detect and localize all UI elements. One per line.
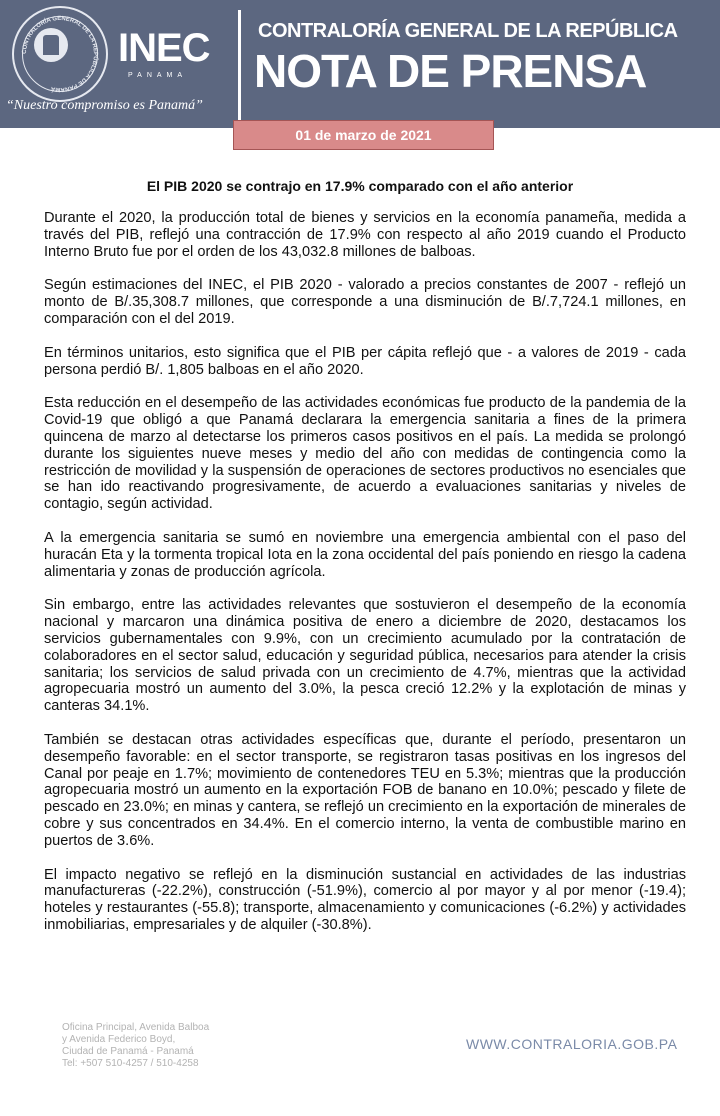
date-badge: [233, 120, 494, 150]
header-institution-title: CONTRALORÍA GENERAL DE LA REPÚBLICA: [258, 20, 678, 42]
svg-text:CONTRALORÍA GENERAL DE LA REPÚ: CONTRALORÍA GENERAL DE LA REPÚBLICA DE PANAMÁ: [21, 15, 99, 93]
paragraph: Según estimaciones del INEC, el PIB 2020 - valorado a precios constantes de 2007 - reflejó un monto de B/.35,308.7 millones, que corresponde a una disminución de B/.7,724.1 millones, en comparación con el del 2019.: [44, 277, 686, 327]
paragraph: El impacto negativo se reflejó en la disminución sustancial en actividades de las industrias manufactureras (-22.2%), construcción (-51.9%), comercio al por mayor y al por menor (-19.4); hoteles y restaurantes (-55.8); transporte, almacenamiento y comunicaciones (-6.2%) y actividades inmobiliarias, empresariales y de alquiler (-30.8%).: [44, 866, 686, 933]
footer-website-link[interactable]: WWW.CONTRALORIA.GOB.PA: [466, 1036, 678, 1052]
address-line: Oficina Principal, Avenida Balboa: [62, 1022, 210, 1033]
paragraph: Sin embargo, entre las actividades relevantes que sostuvieron el desempeño de la economía nacional y marcaron una dinámica positiva de enero a diciembre de 2020, destacamos los servicios gubernamentales con 9.9%, con un crecimiento acumulado por la contratación de colaboradores en el sector salud, educación y seguridad pública, necesarios para atender la crisis sanitaria; los servicios de salud privada con un crecimiento de 4.7%, mientras que la actividad agropecuaria mostró un aumento del 3.0%, la pesca creció 12.2% y la explotación de minas y canteras 34.1%.: [44, 597, 686, 715]
contraloria-seal-logo: [12, 6, 108, 102]
paragraph: En términos unitarios, esto significa que el PIB per cápita reflejó que - a valores de 2019 - cada persona perdió B/. 1,805 balboas en el año 2020.: [44, 344, 686, 378]
inec-logo-subtitle: PANAMA: [128, 72, 188, 79]
paragraph: Esta reducción en el desempeño de las actividades económicas fue producto de la pandemia de la Covid-19 que obligó a que Panamá declarara la emergencia sanitaria a fines de la primera quincena de marzo al detectarse los primeros casos positivos en el país. La medida se prolongó durante los siguientes nueve meses y medio del año con medidas de contingencia como la restricción de movilidad y la suspensión de operaciones de sectores productivos no esenciales que se han ido reactivando progresivamente, de acuerdo a evaluaciones sanitarias y niveles de contagio, según actividad.: [44, 395, 686, 513]
slogan: “Nuestro compromiso es Panamá”: [6, 98, 203, 113]
address-line: Tel: +507 510-4257 / 510-4258: [62, 1058, 199, 1069]
seal-emblem-icon: [34, 28, 68, 62]
address-line: Ciudad de Panamá - Panamá: [62, 1046, 194, 1057]
paragraph: Durante el 2020, la producción total de bienes y servicios en la economía panameña, medida a través del PIB, reflejó una contracción de 17.9% con respecto al año 2019 cuando el Producto Interno Bruto fue por el orden de los 43,032.8 millones de balboas.: [44, 210, 686, 260]
headline: El PIB 2020 se contrajo en 17.9% comparado con el año anterior: [146, 178, 574, 194]
footer-address: [62, 1022, 209, 1070]
inec-logo: INEC: [118, 26, 210, 70]
paragraph: A la emergencia sanitaria se sumó en noviembre una emergencia ambiental con el paso del huracán Eta y la tormenta tropical Iota en la zona occidental del país poniendo en riesgo la cadena alimentaria y zonas de producción agrícola.: [44, 529, 686, 580]
header-banner: [0, 0, 720, 128]
address-line: y Avenida Federico Boyd,: [62, 1034, 176, 1045]
header-press-release-title: NOTA DE PRENSA: [254, 45, 647, 97]
header-divider: [238, 10, 241, 120]
date-text: 01 de marzo de 2021: [295, 127, 432, 143]
paragraph: También se destacan otras actividades específicas que, durante el período, presentaron un desempeño favorable: en el sector transporte, se registraron tasas positivas en los ingresos del Canal por peaje en 1.7%; movimiento de contenedores TEU en 5.3%; mientras que la producción agropecuaria mostró un aumento en la exportación FOB de banano en 10.0%; pescado y filete de pescado en 23.0%; en minas y cantera, se reflejó un crecimiento en la exportación de minerales de cobre y sus concentrados en 34.4%. En el comercio interno, la venta de combustible marino en puertos de 3.6%.: [44, 731, 686, 849]
article-body: [44, 210, 686, 951]
